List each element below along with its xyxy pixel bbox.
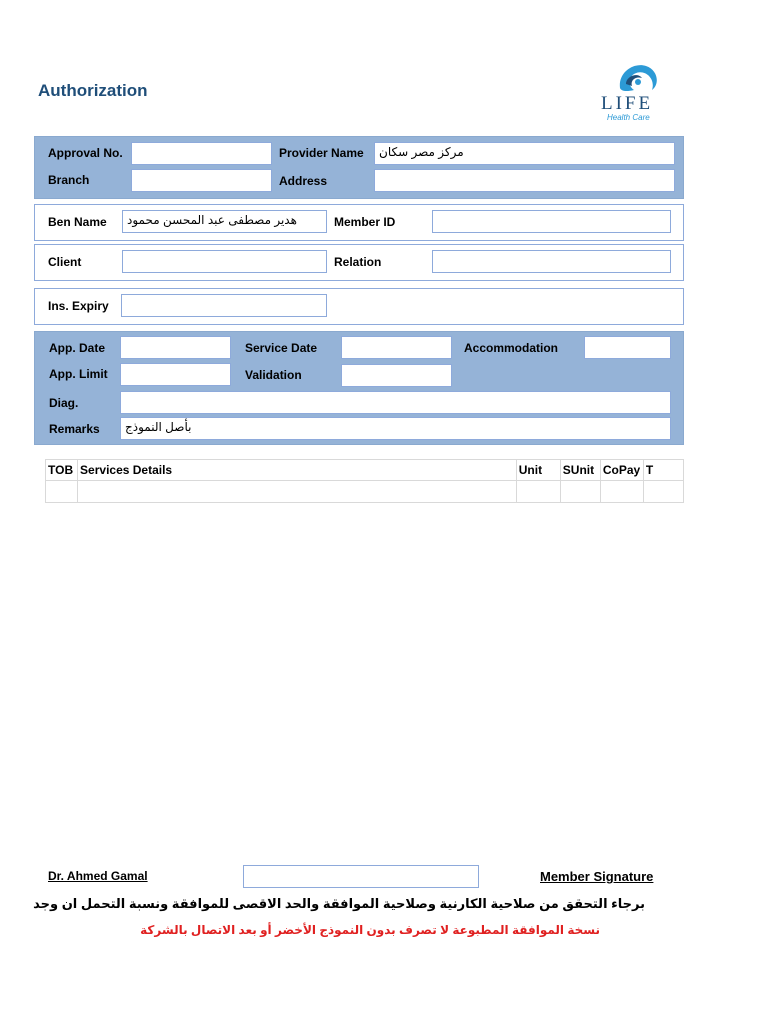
member-id-label: Member ID [334, 215, 396, 229]
approval-no-label: Approval No. [48, 146, 123, 160]
remarks-field[interactable]: بأصل النموذج [120, 417, 671, 440]
table-cell[interactable] [560, 481, 600, 503]
signature-field[interactable] [243, 865, 479, 888]
service-date-field[interactable] [341, 336, 452, 359]
table-cell[interactable] [600, 481, 643, 503]
app-date-label: App. Date [49, 341, 106, 355]
table-row [46, 481, 684, 503]
app-limit-field[interactable] [120, 363, 231, 386]
table-cell[interactable] [46, 481, 78, 503]
ben-name-label: Ben Name [48, 215, 107, 229]
unit-column-header: Unit [516, 460, 560, 481]
table-cell[interactable] [78, 481, 517, 503]
address-field[interactable] [374, 169, 675, 192]
tob-column-header: TOB [46, 460, 78, 481]
logo-tagline: Health Care [607, 113, 650, 122]
services-table [45, 459, 684, 503]
accommodation-field[interactable] [584, 336, 671, 359]
sunit-column-header: SUnit [560, 460, 600, 481]
service-date-label: Service Date [245, 341, 318, 355]
logo-wordmark: LIFE [601, 93, 654, 114]
relation-field[interactable] [432, 250, 671, 273]
member-signature-label: Member Signature [540, 869, 654, 884]
branch-label: Branch [48, 173, 90, 187]
client-label: Client [48, 255, 82, 269]
table-cell[interactable] [643, 481, 683, 503]
validation-label: Validation [245, 368, 302, 382]
diag-field[interactable] [120, 391, 671, 414]
verification-note: برجاء التحقق من صلاحية الكارنية وصلاحية الموافقة والحد الاقصى للموافقة ونسبة التحمل ان وجد [33, 896, 645, 911]
warning-note: نسخة الموافقة المطبوعة لا تصرف بدون النموذج الأخضر أو بعد الاتصال بالشركة [140, 923, 600, 937]
provider-name-field[interactable]: مركز مصر سكان [374, 142, 675, 165]
provider-name-label: Provider Name [279, 146, 364, 160]
t-column-header: T [643, 460, 683, 481]
diag-label: Diag. [49, 396, 79, 410]
address-label: Address [279, 174, 328, 188]
branch-field[interactable] [131, 169, 272, 192]
services-details-column-header: Services Details [78, 460, 517, 481]
approval-no-field[interactable] [131, 142, 272, 165]
member-id-field[interactable] [432, 210, 671, 233]
ben-name-field[interactable]: هدير مصطفى عبد المحسن محمود [122, 210, 327, 233]
validation-field[interactable] [341, 364, 452, 387]
ins-expiry-field[interactable] [121, 294, 327, 317]
copay-column-header: CoPay [600, 460, 643, 481]
app-date-field[interactable] [120, 336, 231, 359]
table-header-row [46, 460, 684, 481]
page-title: Authorization [38, 81, 148, 100]
client-field[interactable] [122, 250, 327, 273]
ins-expiry-label: Ins. Expiry [48, 299, 109, 313]
relation-label: Relation [334, 255, 382, 269]
accommodation-label: Accommodation [464, 341, 559, 355]
table-cell[interactable] [516, 481, 560, 503]
app-limit-label: App. Limit [49, 367, 108, 381]
remarks-label: Remarks [49, 422, 100, 436]
doctor-name: Dr. Ahmed Gamal [48, 869, 148, 883]
